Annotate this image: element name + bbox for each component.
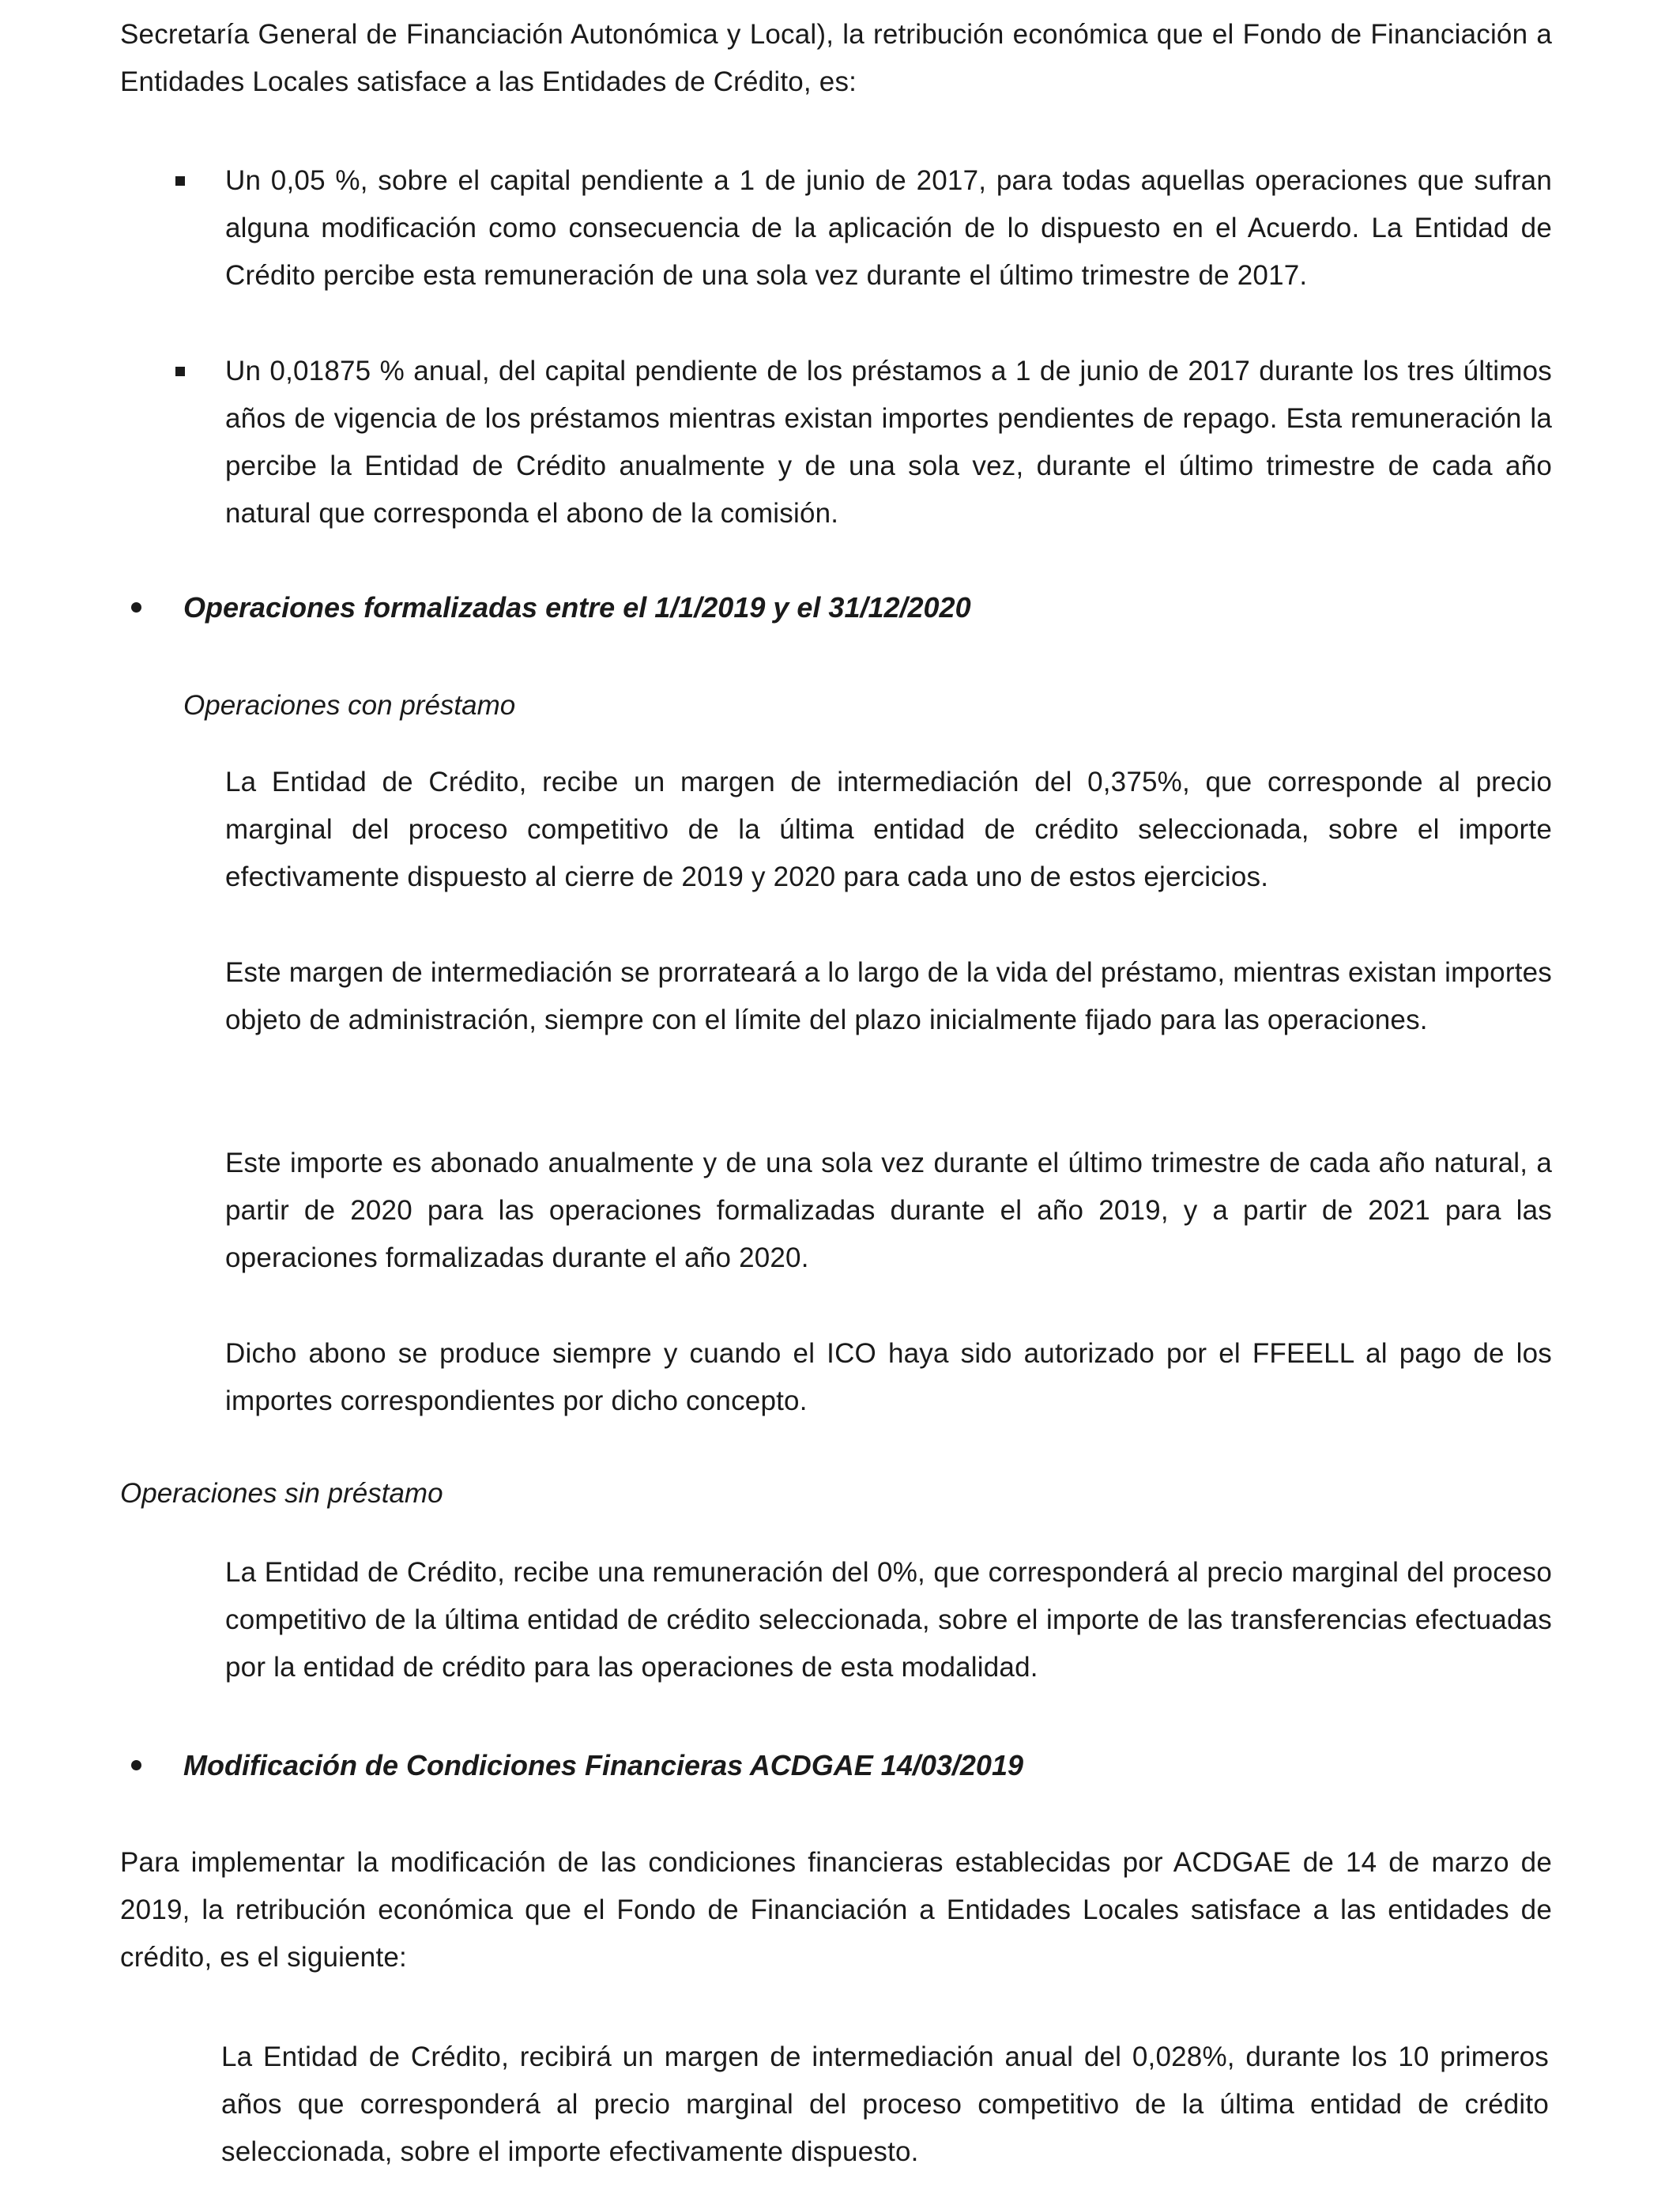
sin-prestamo-paragraph-1: La Entidad de Crédito, recibe una remuneración del 0%, que corresponderá al precio marginal del proceso competitivo de la última entidad de crédito seleccionada, sobre el importe de las transferencias efectuadas por la entidad de crédito para las operaciones de esta modalidad. — [225, 1557, 1552, 1683]
section-heading-2019-2020: Operaciones formalizadas entre el 1/1/2019 y el 31/12/2020 — [183, 591, 971, 624]
square-bullet-item-1: Un 0,05 %, sobre el capital pendiente a 1 de junio de 2017, para todas aquellas operaciones que sufran alguna modificación como consecuencia de la aplicación de lo dispuesto en el Acuerdo. La Entidad de Crédito percibe esta remuneración de una sola vez durante el último trimestre de 2017. — [225, 165, 1552, 291]
square-bullet-item-2: Un 0,01875 % anual, del capital pendiente de los préstamos a 1 de junio de 2017 durante los tres últimos años de vigencia de los préstamos mientras existan importes pendientes de repago. Esta remuneración la percibe la Entidad de Crédito anualmente y de una sola vez, durante el último trimestre de cada año natural que corresponda el abono de la comisión. — [225, 356, 1552, 529]
con-prestamo-paragraph-3: Este importe es abonado anualmente y de una sola vez durante el último trimestre de cada año natural, a partir de 2020 para las operaciones formalizadas durante el año 2019, y a partir de 2021 para las operaciones formalizadas durante el año 2020. — [225, 1148, 1552, 1273]
con-prestamo-paragraph-2: Este margen de intermediación se prorrateará a lo largo de la vida del préstamo, mientras existan importes objeto de administración, siempre con el límite del plazo inicialmente fijado para las operaciones. — [225, 957, 1552, 1035]
section-heading-acdgae: Modificación de Condiciones Financieras ACDGAE 14/03/2019 — [183, 1749, 1023, 1781]
square-bullet-icon — [175, 367, 185, 376]
square-bullet-icon — [175, 176, 185, 186]
acdgae-paragraph: La Entidad de Crédito, recibirá un margen de intermediación anual del 0,028%, durante los 10 primeros años que corresponderá al precio marginal del proceso competitivo de la última entidad de crédito seleccionada, sobre el importe efectivamente dispuesto. — [221, 2041, 1549, 2167]
subheading-con-prestamo: Operaciones con préstamo — [183, 690, 516, 721]
subheading-sin-prestamo: Operaciones sin préstamo — [120, 1478, 443, 1509]
round-bullet-icon — [131, 602, 141, 613]
acdgae-intro-paragraph: Para implementar la modificación de las condiciones financieras establecidas por ACDGAE de 14 de marzo de 2019, la retribución económica que el Fondo de Financiación a Entidades Locales satisface a las entidades de crédito, es el siguiente: — [120, 1847, 1552, 1973]
con-prestamo-paragraph-1: La Entidad de Crédito, recibe un margen de intermediación del 0,375%, que corresponde al precio marginal del proceso competitivo de la última entidad de crédito seleccionada, sobre el importe efectivamente dispuesto al cierre de 2019 y 2020 para cada uno de estos ejercicios. — [225, 767, 1552, 892]
intro-paragraph: Secretaría General de Financiación Autonómica y Local), la retribución económica que el Fondo de Financiación a Entidades Locales satisface a las Entidades de Crédito, es: — [120, 19, 1552, 97]
con-prestamo-paragraph-4: Dicho abono se produce siempre y cuando el ICO haya sido autorizado por el FFEELL al pago de los importes correspondientes por dicho concepto. — [225, 1338, 1552, 1416]
round-bullet-icon — [131, 1760, 141, 1770]
